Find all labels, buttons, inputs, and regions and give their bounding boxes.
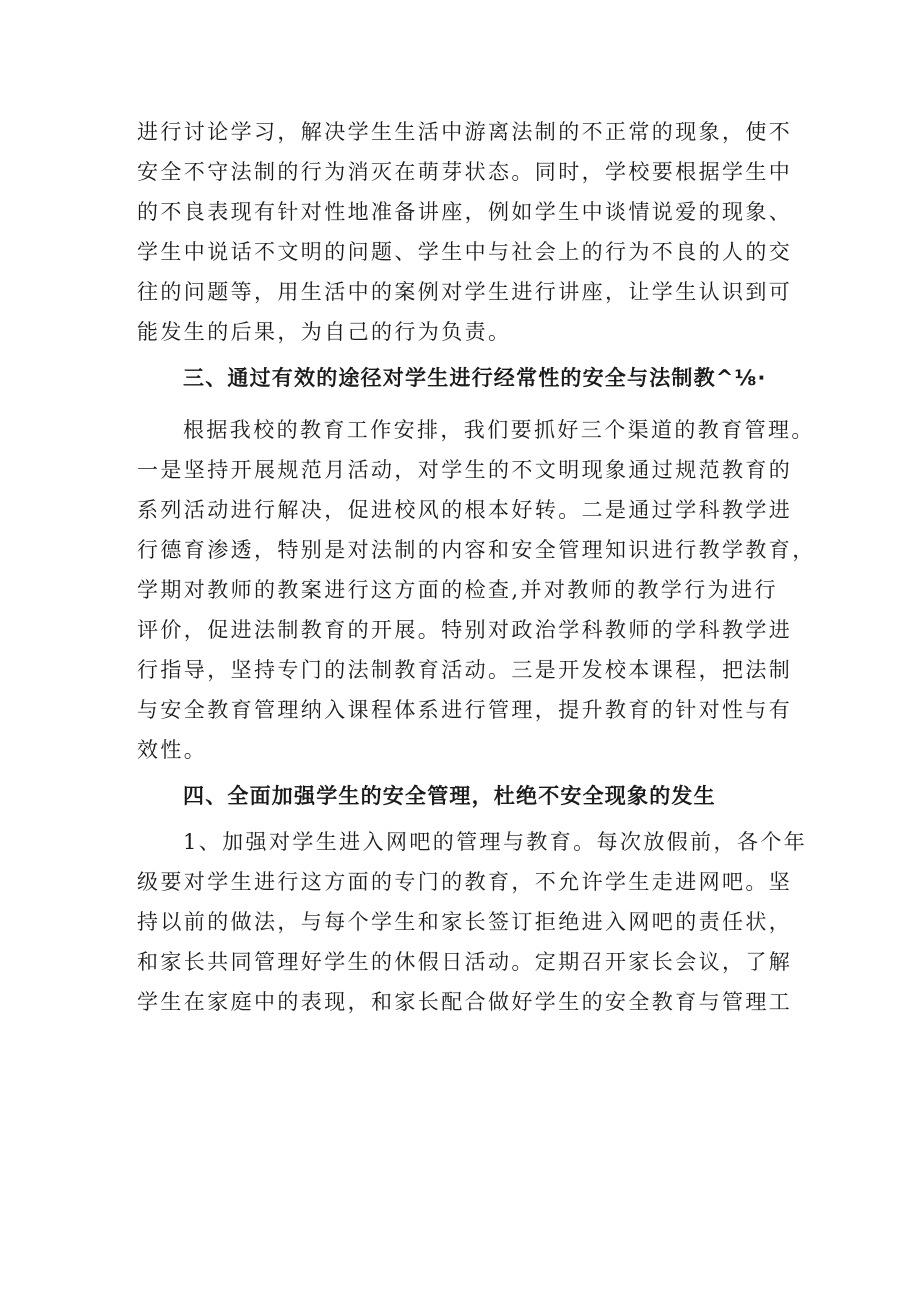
text-line: 效性。 bbox=[137, 738, 208, 762]
paragraph-section-3 bbox=[137, 410, 816, 770]
text-line: 1、加强对学生进入网吧的管理与教育。每次放假前，各个年 bbox=[183, 830, 808, 854]
text-line: 的不良表现有针对性地准备讲座，例如学生中谈情说爱的现象、 bbox=[137, 200, 793, 224]
text-line: 根据我校的教育工作安排，我们要抓好三个渠道的教育管理。 bbox=[183, 418, 815, 442]
text-line: 安全不守法制的行为消灭在萌芽状态。同时，学校要根据学生中 bbox=[137, 160, 793, 184]
paragraph-section-4-item-1 bbox=[137, 822, 808, 1022]
text-line: 系列活动进行解决，促进校风的根本好转。二是通过学科教学进 bbox=[137, 498, 793, 522]
text-line: 学生中说话不文明的问题、学生中与社会上的行为不良的人的交 bbox=[137, 240, 793, 264]
text-line: 一是坚持开展规范月活动，对学生的不文明现象通过规范教育的 bbox=[137, 458, 793, 482]
document-body bbox=[137, 112, 816, 1022]
text-line: 和家长共同管理好学生的休假日活动。定期召开家长会议，了解 bbox=[137, 950, 793, 974]
text-line: 持以前的做法，与每个学生和家长签订拒绝进入网吧的责任状， bbox=[137, 910, 793, 934]
text-line: 进行讨论学习，解决学生生活中游离法制的不正常的现象，使不 bbox=[137, 120, 793, 144]
section-heading-4: 四、全面加强学生的安全管理，杜绝不安全现象的发生 bbox=[183, 784, 716, 808]
section-heading-3: 三、通过有效的途径对学生进行经常性的安全与法制教^⅛∙ bbox=[183, 366, 767, 390]
text-line: 评价，促进法制教育的开展。特别对政治学科教师的学科教学进 bbox=[137, 618, 793, 642]
text-line: 行德育渗透，特别是对法制的内容和安全管理知识进行教学教育， bbox=[137, 538, 816, 562]
text-line: 行指导，坚持专门的法制教育活动。三是开发校本课程，把法制 bbox=[137, 658, 793, 682]
text-line: 级要对学生进行这方面的专门的教育，不允许学生走进网吧。坚 bbox=[137, 870, 793, 894]
text-line: 能发生的后果，为自己的行为负责。 bbox=[137, 320, 512, 344]
text-line: 学生在家庭中的表现，和家长配合做好学生的安全教育与管理工 bbox=[137, 990, 793, 1014]
text-line: 与安全教育管理纳入课程体系进行管理，提升教育的针对性与有 bbox=[137, 698, 793, 722]
text-line: 学期对教师的教案进行这方面的检查,并对教师的教学行为进行 bbox=[137, 578, 778, 602]
paragraph-continuation bbox=[137, 112, 793, 352]
spacer bbox=[137, 398, 787, 410]
text-line: 往的问题等，用生活中的案例对学生进行讲座，让学生认识到可 bbox=[137, 280, 793, 304]
